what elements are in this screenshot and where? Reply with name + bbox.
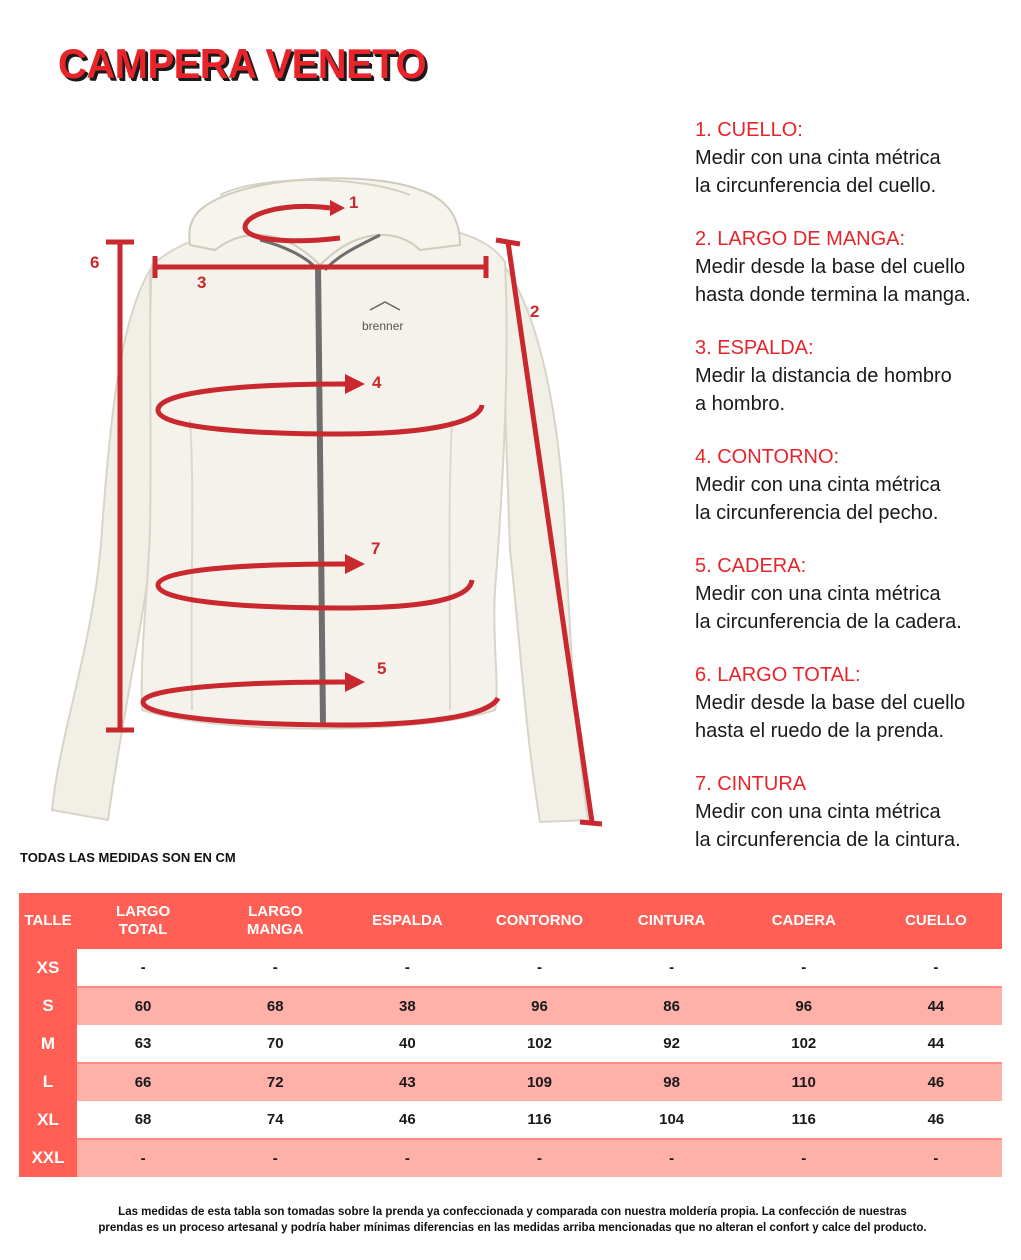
- label-5: 5: [377, 659, 387, 678]
- instruction-heading: 5. CADERA:: [695, 555, 807, 577]
- units-note: TODAS LAS MEDIDAS SON EN CM: [20, 850, 236, 865]
- measurement-instructions: [695, 116, 1015, 879]
- instruction-heading: 1. CUELLO:: [695, 119, 803, 141]
- instruction-text: hasta el ruedo de la prenda.: [695, 720, 945, 742]
- table-cell: 96: [738, 987, 870, 1025]
- table-cell: 63: [77, 1025, 209, 1063]
- table-cell: 70: [209, 1025, 341, 1063]
- table-cell: 109: [473, 1063, 605, 1101]
- table-cell: 44: [870, 1025, 1002, 1063]
- table-cell: 98: [606, 1063, 738, 1101]
- table-cell: 92: [606, 1025, 738, 1063]
- disclaimer-footer: [40, 1204, 985, 1236]
- table-cell: 74: [209, 1101, 341, 1139]
- size-table: [19, 893, 1002, 1177]
- instruction-text: Medir desde la base del cuello: [695, 256, 966, 278]
- column-header-largo-total: LARGO TOTAL: [77, 893, 209, 949]
- size-cell: M: [19, 1025, 77, 1063]
- instruction-text: Medir la distancia de hombro: [695, 365, 952, 387]
- instruction-largo-manga: [695, 225, 1015, 309]
- table-row: [19, 1063, 1002, 1101]
- table-cell: -: [77, 1139, 209, 1177]
- instruction-text: Medir con una cinta métrica: [695, 583, 941, 605]
- label-7: 7: [371, 539, 381, 558]
- column-header-talle: TALLE: [19, 893, 77, 949]
- table-cell: -: [606, 949, 738, 987]
- table-cell: -: [209, 1139, 341, 1177]
- table-cell: -: [341, 1139, 473, 1177]
- page-title: CAMPERA VENETO: [58, 40, 427, 87]
- instruction-cintura: [695, 770, 1015, 854]
- table-cell: 68: [209, 987, 341, 1025]
- table-cell: 102: [738, 1025, 870, 1063]
- jacket-diagram: [40, 170, 640, 840]
- size-cell: XL: [19, 1101, 77, 1139]
- table-cell: 116: [473, 1101, 605, 1139]
- brand-logo: brenner: [362, 319, 404, 333]
- instruction-text: Medir con una cinta métrica: [695, 147, 941, 169]
- instruction-cadera: [695, 552, 1015, 636]
- table-row: [19, 949, 1002, 987]
- label-1: 1: [349, 193, 359, 212]
- column-header-largo-manga: LARGO MANGA: [209, 893, 341, 949]
- instruction-text: hasta donde termina la manga.: [695, 284, 971, 306]
- table-cell: -: [870, 1139, 1002, 1177]
- column-header-cadera: CADERA: [738, 893, 870, 949]
- instruction-heading: 3. ESPALDA:: [695, 337, 814, 359]
- instruction-text: la circunferencia de la cadera.: [695, 611, 962, 633]
- table-cell: -: [341, 949, 473, 987]
- table-cell: 46: [870, 1101, 1002, 1139]
- table-cell: 46: [341, 1101, 473, 1139]
- column-header-cintura: CINTURA: [606, 893, 738, 949]
- disclaimer-line: Las medidas de esta tabla son tomadas sobre la prenda ya confeccionada y comparada con nuestra moldería propia. La confección de nuestras: [118, 1206, 907, 1218]
- label-4: 4: [372, 373, 382, 392]
- table-cell: 40: [341, 1025, 473, 1063]
- instruction-text: Medir desde la base del cuello: [695, 692, 966, 714]
- table-cell: -: [473, 949, 605, 987]
- table-cell: -: [209, 949, 341, 987]
- instruction-espalda: [695, 334, 1015, 418]
- instruction-cuello: [695, 116, 1015, 200]
- instruction-text: Medir con una cinta métrica: [695, 474, 941, 496]
- column-header-cuello: CUELLO: [870, 893, 1002, 949]
- label-6: 6: [90, 253, 100, 272]
- table-row: [19, 987, 1002, 1025]
- instruction-heading: 6. LARGO TOTAL:: [695, 664, 861, 686]
- label-3: 3: [197, 273, 207, 292]
- size-cell: L: [19, 1063, 77, 1101]
- table-cell: 38: [341, 987, 473, 1025]
- instruction-largo-total: [695, 661, 1015, 745]
- table-cell: 66: [77, 1063, 209, 1101]
- instruction-heading: 2. LARGO DE MANGA:: [695, 228, 906, 250]
- table-row: [19, 1139, 1002, 1177]
- table-cell: 43: [341, 1063, 473, 1101]
- table-cell: 102: [473, 1025, 605, 1063]
- table-cell: 86: [606, 987, 738, 1025]
- instruction-text: la circunferencia del cuello.: [695, 175, 937, 197]
- instruction-text: a hombro.: [695, 393, 786, 415]
- table-cell: 46: [870, 1063, 1002, 1101]
- instruction-text: la circunferencia de la cintura.: [695, 829, 961, 851]
- column-header-contorno: CONTORNO: [473, 893, 605, 949]
- table-cell: -: [77, 949, 209, 987]
- table-cell: -: [738, 949, 870, 987]
- size-cell: XS: [19, 949, 77, 987]
- column-header-espalda: ESPALDA: [341, 893, 473, 949]
- table-cell: -: [473, 1139, 605, 1177]
- disclaimer-line: prendas es un proceso artesanal y podría haber mínimas diferencias en las medidas arriba mencionadas que no alteran el confort y calce del producto.: [98, 1222, 927, 1234]
- table-cell: 110: [738, 1063, 870, 1101]
- table-cell: 116: [738, 1101, 870, 1139]
- table-cell: -: [738, 1139, 870, 1177]
- table-cell: 60: [77, 987, 209, 1025]
- instruction-contorno: [695, 443, 1015, 527]
- table-cell: 104: [606, 1101, 738, 1139]
- table-cell: 72: [209, 1063, 341, 1101]
- table-cell: 44: [870, 987, 1002, 1025]
- table-header-row: [19, 893, 1002, 949]
- instruction-heading: 7. CINTURA: [695, 773, 807, 795]
- table-cell: 96: [473, 987, 605, 1025]
- instruction-text: Medir con una cinta métrica: [695, 801, 941, 823]
- table-cell: 68: [77, 1101, 209, 1139]
- instruction-heading: 4. CONTORNO:: [695, 446, 840, 468]
- table-row: [19, 1101, 1002, 1139]
- instruction-text: la circunferencia del pecho.: [695, 502, 939, 524]
- table-row: [19, 1025, 1002, 1063]
- size-cell: XXL: [19, 1139, 77, 1177]
- label-2: 2: [530, 302, 540, 321]
- table-cell: -: [606, 1139, 738, 1177]
- size-cell: S: [19, 987, 77, 1025]
- table-cell: -: [870, 949, 1002, 987]
